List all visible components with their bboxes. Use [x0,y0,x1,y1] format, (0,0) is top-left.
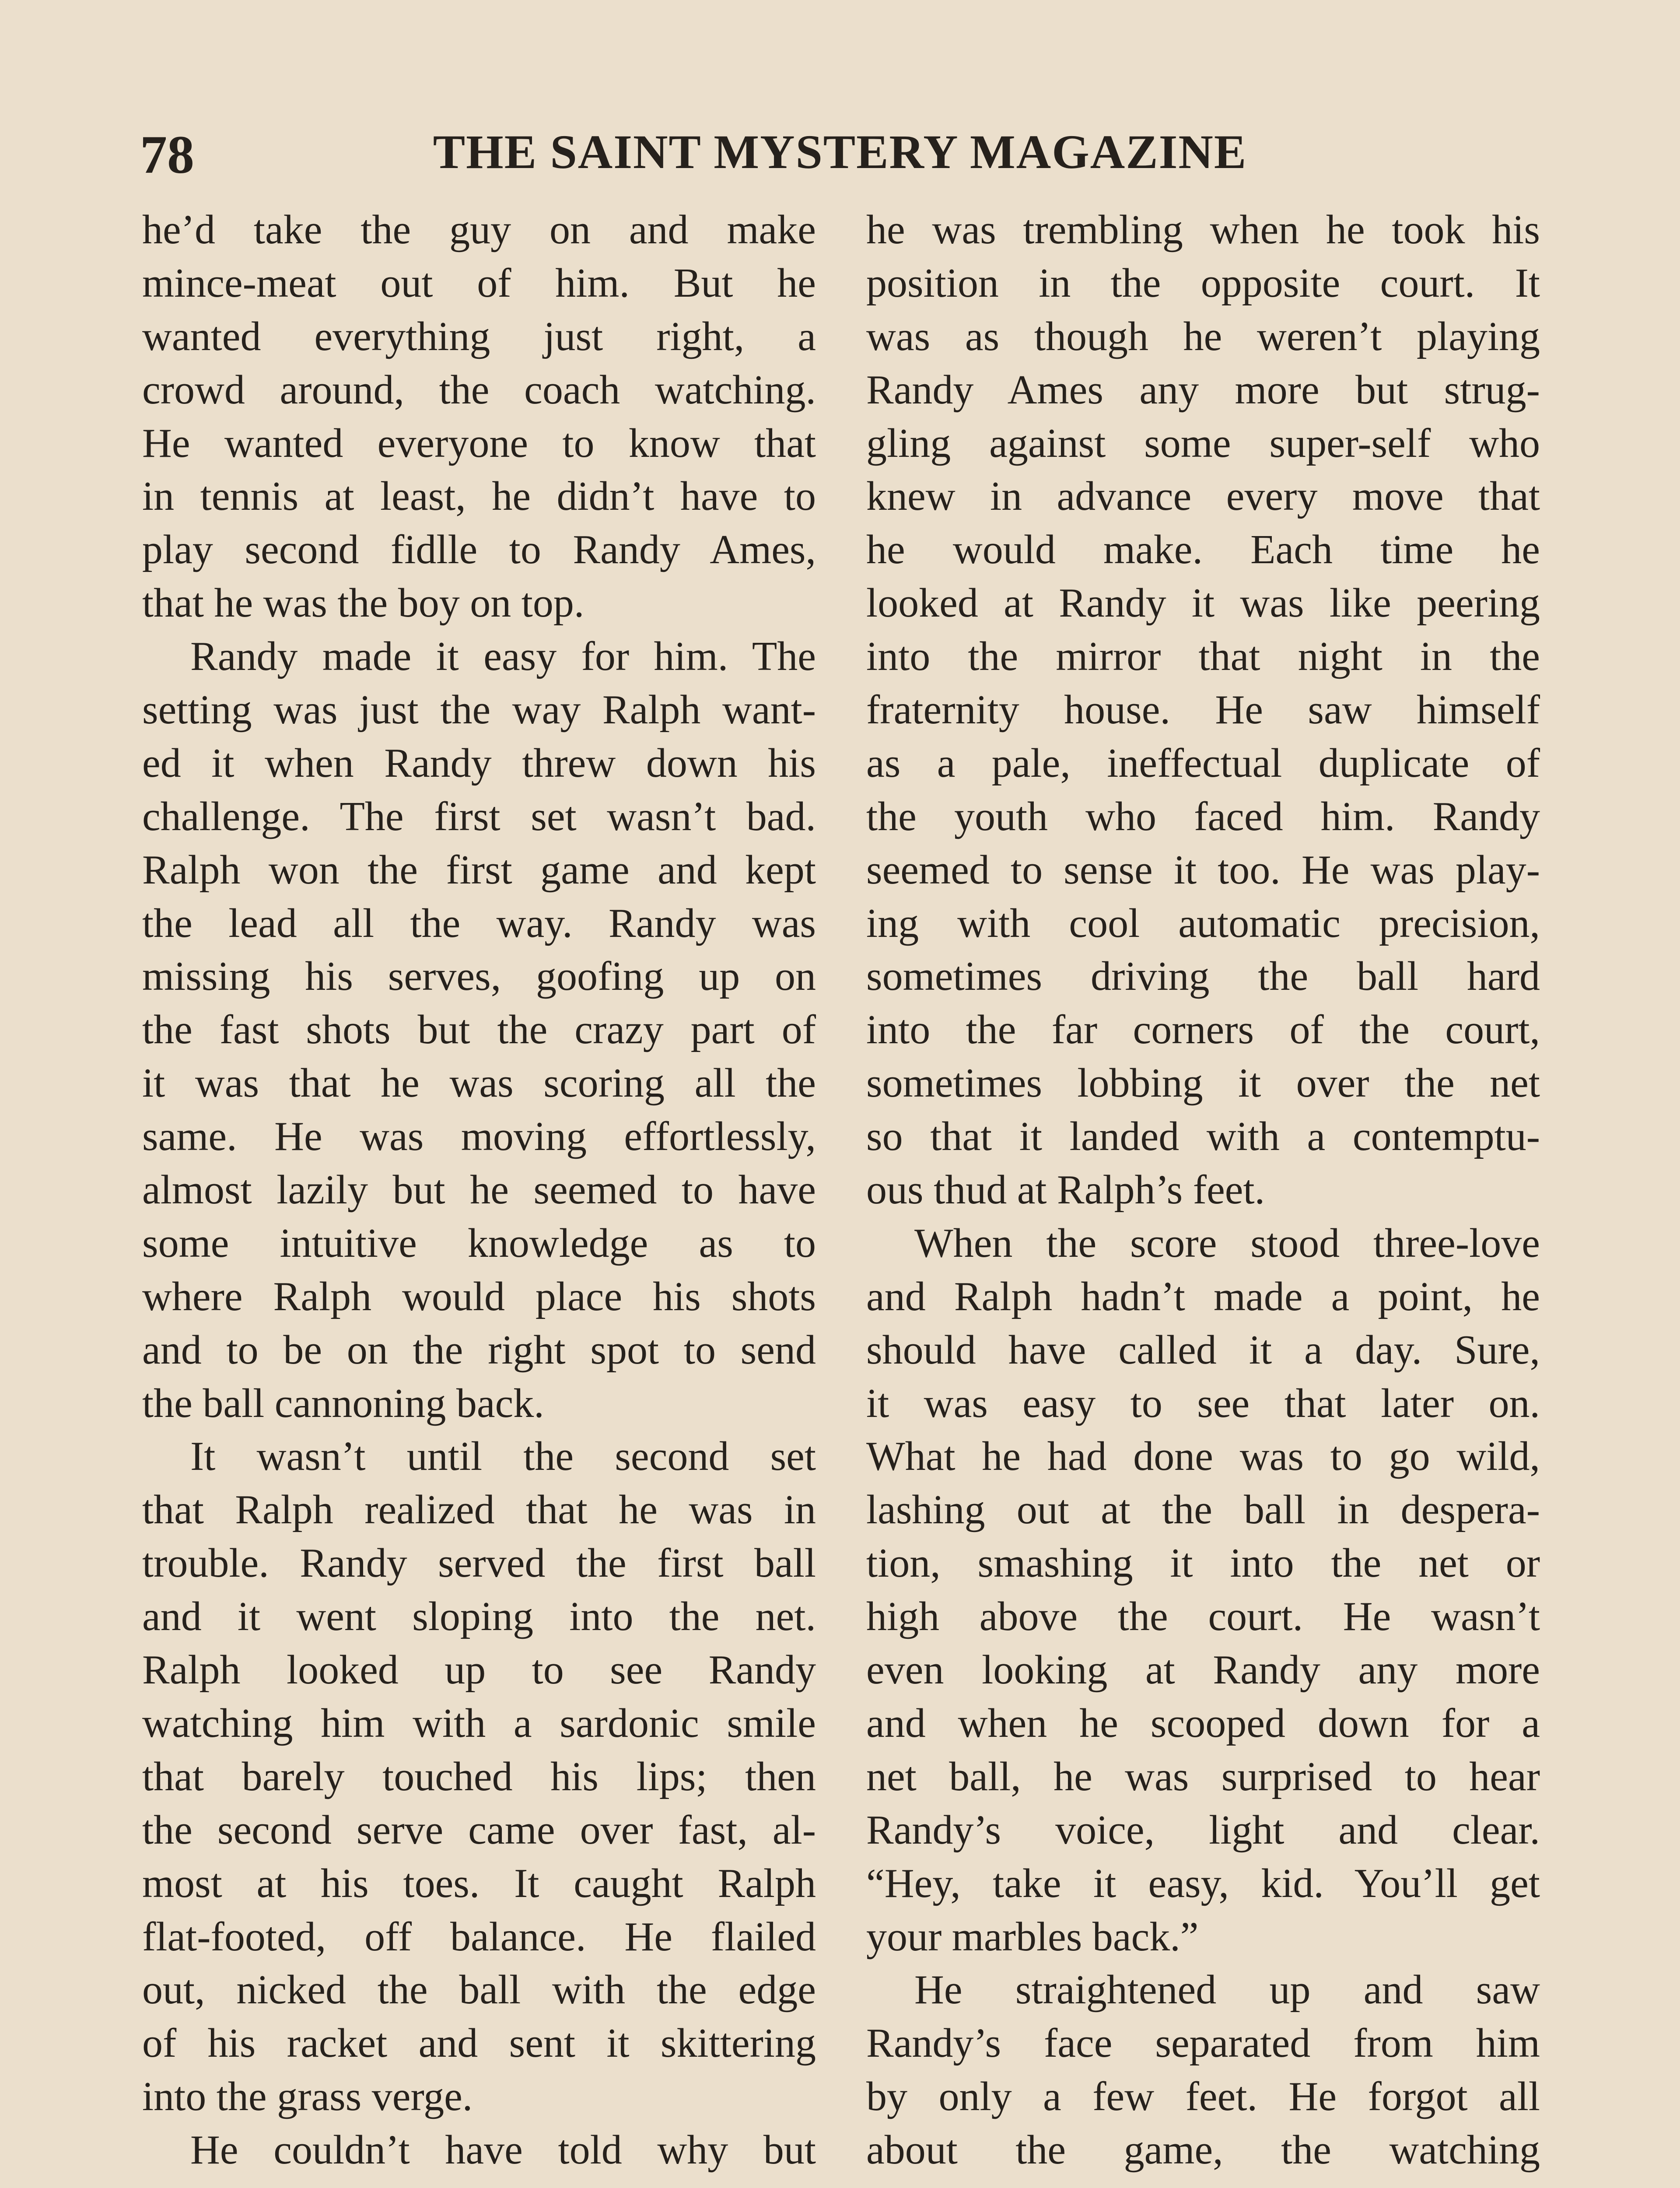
text-line: where Ralph would place his shots [142,1273,816,1319]
text-line: and Ralph hadn’t made a point, he [866,1273,1540,1319]
text-line: and when he scooped down for a [866,1700,1540,1746]
text-line: tion, smashing it into the net or [866,1540,1540,1586]
text-line: setting was just the way Ralph want- [142,687,816,733]
text-line: challenge. The first set wasn’t bad. [142,793,816,839]
text-line: into the mirror that night in the [866,634,1540,680]
text-line: “Hey, take it easy, kid. You’ll get [866,1860,1540,1906]
text-line: your marbles back.” [866,1914,1199,1960]
text-line: by only a few feet. He forgot all [866,2074,1540,2120]
text-line: so that it landed with a contemptu- [866,1114,1540,1160]
text-line: trouble. Randy served the first ball [142,1540,816,1586]
text-line: wanted everything just right, a [142,313,816,359]
text-line: same. He was moving effortlessly, [142,1114,816,1160]
text-line: gling against some super-self who [866,420,1540,466]
text-line: into the grass verge. [142,2074,473,2120]
text-line: sometimes lobbing it over the net [866,1060,1540,1106]
text-line: ous thud at Ralph’s feet. [866,1167,1265,1213]
text-line: and to be on the right spot to send [142,1327,816,1373]
text-line: he was trembling when he took his [866,207,1540,252]
text-line: When the score stood three-love [914,1220,1540,1266]
text-line: as a pale, ineffectual duplicate of [866,740,1540,786]
text-line: should have called it a day. Sure, [866,1327,1540,1373]
text-line: mince-meat out of him. But he [142,260,816,306]
text-line: out, nicked the ball with the edge [142,1967,816,2013]
text-line: the lead all the way. Randy was [142,900,816,946]
text-line: that he was the boy on top. [142,580,584,626]
text-line: about the game, the watching [866,2127,1540,2173]
text-line: seemed to sense it too. He was play- [866,847,1540,893]
text-line: Randy’s voice, light and clear. [866,1807,1540,1853]
page-header [140,119,1540,198]
text-line: net ball, he was surprised to hear [866,1753,1540,1799]
text-line: Ralph won the first game and kept [142,847,816,893]
left-text-column [142,203,816,2177]
text-line: Randy made it easy for him. The [190,634,816,680]
text-line: in tennis at least, he didn’t have to [142,473,816,519]
text-line: sometimes driving the ball hard [866,954,1540,999]
text-line: of his racket and sent it skittering [142,2020,816,2066]
magazine-title: THE SAINT MYSTERY MAGAZINE [433,125,1247,179]
text-line: play second fidlle to Randy Ames, [142,527,816,573]
text-line: ed it when Randy threw down his [142,740,816,786]
text-line: it was easy to see that later on. [866,1380,1540,1426]
text-line: It wasn’t until the second set [190,1434,816,1480]
text-line: looked at Randy it was like peering [866,580,1540,626]
text-line: the ball cannoning back. [142,1380,544,1426]
text-line: crowd around, the coach watching. [142,367,816,413]
text-line: knew in advance every move that [866,473,1540,519]
text-line: He couldn’t have told why but [190,2127,816,2173]
text-line: even looking at Randy any more [866,1647,1540,1693]
text-line: he’d take the guy on and make [142,207,816,252]
text-line: What he had done was to go wild, [866,1434,1540,1480]
text-line: He straightened up and saw [914,1967,1540,2013]
text-line: He wanted everyone to know that [142,420,816,466]
text-line: that barely touched his lips; then [142,1753,816,1799]
text-line: it was that he was scoring all the [142,1060,816,1106]
text-line: and it went sloping into the net. [142,1594,816,1640]
text-line: was as though he weren’t playing [866,313,1540,359]
text-line: Ralph looked up to see Randy [142,1647,816,1693]
right-text-column [866,203,1540,2177]
text-line: Randy’s face separated from him [866,2020,1540,2066]
text-line: he would make. Each time he [866,527,1540,573]
text-line: the fast shots but the crazy part of [142,1007,816,1053]
text-line: fraternity house. He saw himself [866,687,1540,733]
text-line: that Ralph realized that he was in [142,1487,816,1533]
text-line: flat-footed, off balance. He flailed [142,1914,816,1960]
text-line: the youth who faced him. Randy [866,793,1540,839]
text-line: watching him with a sardonic smile [142,1700,816,1746]
page-number: 78 [140,125,194,185]
text-line: into the far corners of the court, [866,1007,1540,1053]
text-line: the second serve came over fast, al- [142,1807,816,1853]
text-line: high above the court. He wasn’t [866,1594,1540,1640]
text-line: most at his toes. It caught Ralph [142,1860,816,1906]
text-line: some intuitive knowledge as to [142,1220,816,1266]
text-line: ing with cool automatic precision, [866,900,1540,946]
text-line: lashing out at the ball in despera- [866,1487,1540,1533]
text-line: missing his serves, goofing up on [142,954,816,999]
text-line: position in the opposite court. It [866,260,1540,306]
text-line: Randy Ames any more but strug- [866,367,1540,413]
text-line: almost lazily but he seemed to have [142,1167,816,1213]
